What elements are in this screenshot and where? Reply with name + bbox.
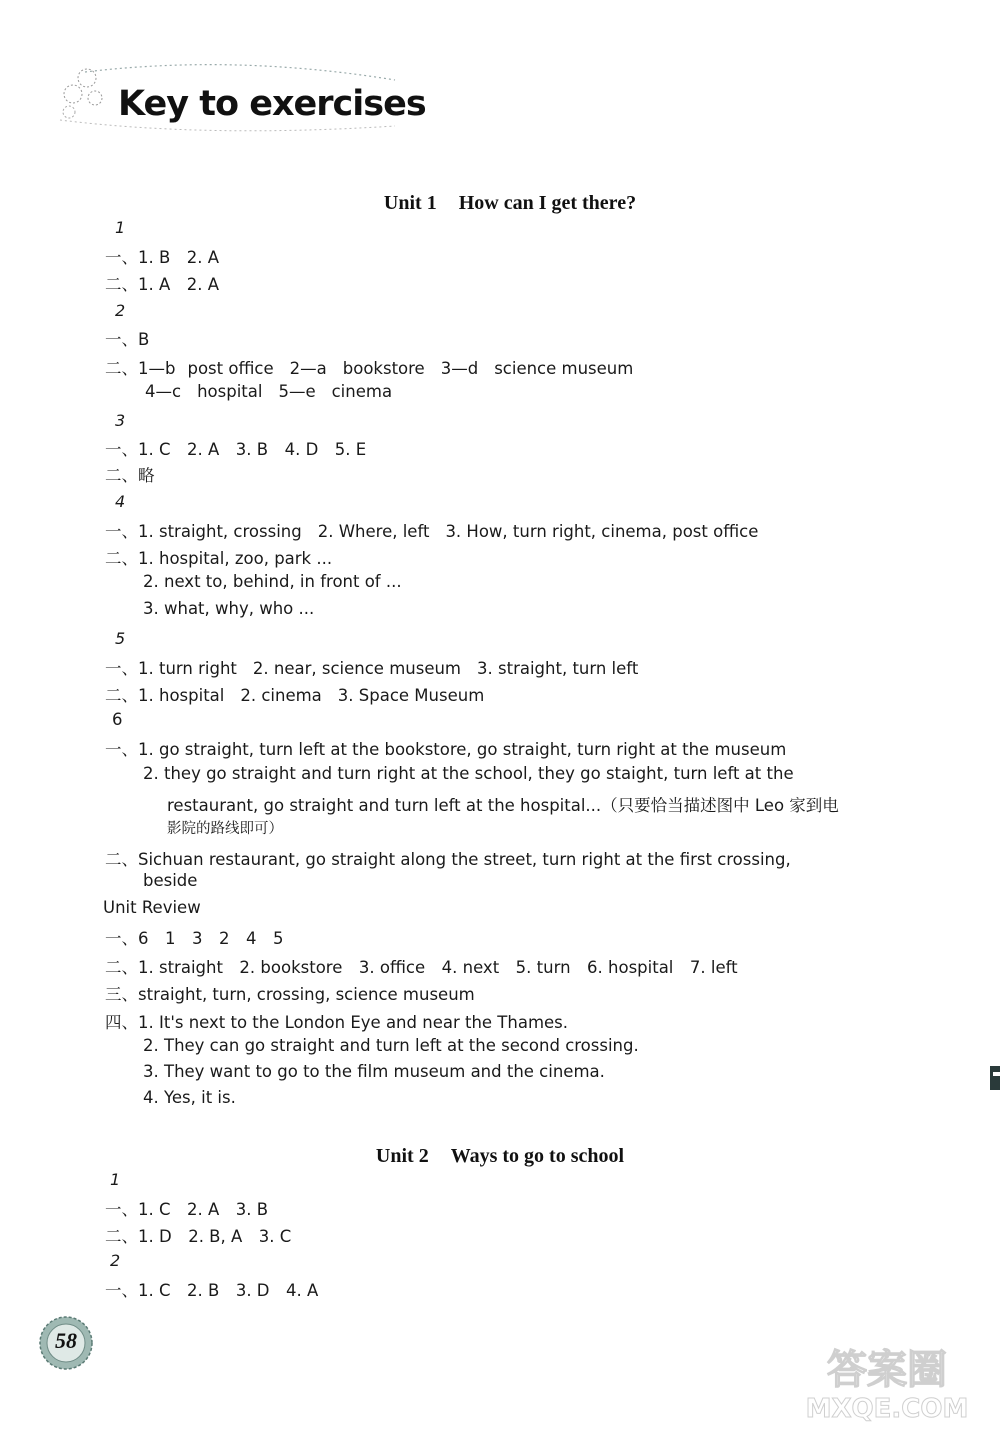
unit2-heading bbox=[0, 1145, 1000, 1168]
answer-line: 一、1. C 2. B 3. D 4. A bbox=[105, 1281, 319, 1300]
answer-line: 影院的路线即可） bbox=[167, 821, 283, 837]
answer-line: 二、1. hospital, zoo, park ... bbox=[105, 549, 333, 568]
answer-line: 一、1. B 2. A bbox=[105, 248, 220, 267]
lesson-number: 1 bbox=[115, 218, 126, 237]
answer-line: 2. next to, behind, in front of ... bbox=[143, 572, 402, 591]
answer-line: 3. what, why, who ... bbox=[143, 599, 315, 618]
answer-line: 二、1. straight 2. bookstore 3. office 4. next 5. turn 6. hospital 7. left bbox=[105, 958, 738, 977]
answer-part: 1—b bbox=[138, 359, 176, 378]
answer-line: 一、6 1 3 2 4 5 bbox=[105, 929, 284, 948]
answer-part: hospital bbox=[197, 382, 263, 401]
unit1-title: How can I get there? bbox=[458, 192, 637, 214]
lesson-number: 1 bbox=[110, 1170, 121, 1189]
answer-line: 二、Sichuan restaurant, go straight along the street, turn right at the first crossing, bbox=[105, 850, 791, 869]
lesson-number: 5 bbox=[115, 629, 126, 648]
unit1-heading bbox=[0, 192, 1000, 215]
lesson-number: 6 bbox=[112, 710, 123, 729]
unit1-label: Unit 1 bbox=[383, 192, 437, 214]
answer-line bbox=[105, 655, 638, 679]
answer-part: 3. Space Museum bbox=[337, 686, 485, 705]
answer-part: 3—d bbox=[440, 359, 479, 378]
answer-line: 一、1. C 2. A 3. B 4. D 5. E bbox=[105, 440, 367, 459]
answer-line bbox=[105, 682, 484, 706]
answer-part: 2. cinema bbox=[240, 686, 322, 705]
unit2-title: Ways to go to school bbox=[450, 1145, 625, 1167]
answer-line: 二、1. D 2. B, A 3. C bbox=[105, 1227, 292, 1246]
item-mark: 二、 bbox=[105, 686, 138, 705]
answer-line: 2. they go straight and turn right at the school, they go staight, turn left at the bbox=[143, 764, 794, 783]
unit2-label: Unit 2 bbox=[375, 1145, 429, 1167]
page-title: Key to exercises bbox=[118, 84, 426, 124]
page-number: 58 bbox=[55, 1328, 77, 1353]
watermark-url: MXQE.COM bbox=[805, 1394, 969, 1424]
answer-line: restaurant, go straight and turn left at the hospital...（只要恰当描述图中 Leo 家到电 bbox=[167, 796, 839, 815]
answer-part: 3. straight, turn left bbox=[477, 659, 639, 678]
answer-part: science museum bbox=[494, 359, 634, 378]
answer-part: bookstore bbox=[342, 359, 425, 378]
answer-line: 一、1. go straight, turn left at the bookstore, go straight, turn right at the museum bbox=[105, 740, 787, 759]
page-edge-mark bbox=[988, 1064, 1000, 1092]
answer-part: 1. straight, crossing bbox=[138, 522, 302, 541]
lesson-number: 3 bbox=[115, 411, 126, 430]
answer-line bbox=[145, 382, 392, 401]
answer-line: 3. They want to go to the film museum and the cinema. bbox=[143, 1062, 605, 1081]
item-mark: 二、 bbox=[105, 359, 138, 378]
answer-line: beside bbox=[143, 871, 198, 890]
answer-line: 四、1. It's next to the London Eye and near the Thames. bbox=[105, 1013, 569, 1032]
answer-line bbox=[105, 355, 633, 379]
lesson-number: 2 bbox=[110, 1251, 121, 1270]
answer-line bbox=[105, 518, 758, 542]
answer-part: 2—a bbox=[289, 359, 327, 378]
review-title: Unit Review bbox=[103, 898, 201, 917]
answer-part: 2. Where, left bbox=[317, 522, 430, 541]
answer-line: 二、1. A 2. A bbox=[105, 275, 220, 294]
item-mark: 一、 bbox=[105, 522, 138, 541]
answer-line: 4. Yes, it is. bbox=[143, 1088, 236, 1107]
answer-part: 2. near, science museum bbox=[252, 659, 462, 678]
answer-part: 3. How, turn right, cinema, post office bbox=[445, 522, 759, 541]
answer-line: 2. They can go straight and turn left at the second crossing. bbox=[143, 1036, 639, 1055]
item-mark: 一、 bbox=[105, 659, 138, 678]
answer-part: 1. hospital bbox=[138, 686, 225, 705]
answer-part: 5—e bbox=[278, 382, 316, 401]
lesson-number: 4 bbox=[115, 492, 126, 511]
answer-part: cinema bbox=[331, 382, 393, 401]
answer-part: post office bbox=[187, 359, 274, 378]
watermark-logo bbox=[792, 1335, 982, 1425]
watermark-text: 答案圈 bbox=[827, 1347, 947, 1393]
answer-line: 一、1. C 2. A 3. B bbox=[105, 1200, 269, 1219]
answer-line: 一、B bbox=[105, 330, 150, 349]
answer-line: 三、straight, turn, crossing, science museum bbox=[105, 985, 475, 1004]
lesson-number: 2 bbox=[115, 301, 126, 320]
answer-part: 1. turn right bbox=[138, 659, 237, 678]
answer-part: 4—c bbox=[145, 382, 182, 401]
answer-line: 二、略 bbox=[105, 466, 155, 485]
